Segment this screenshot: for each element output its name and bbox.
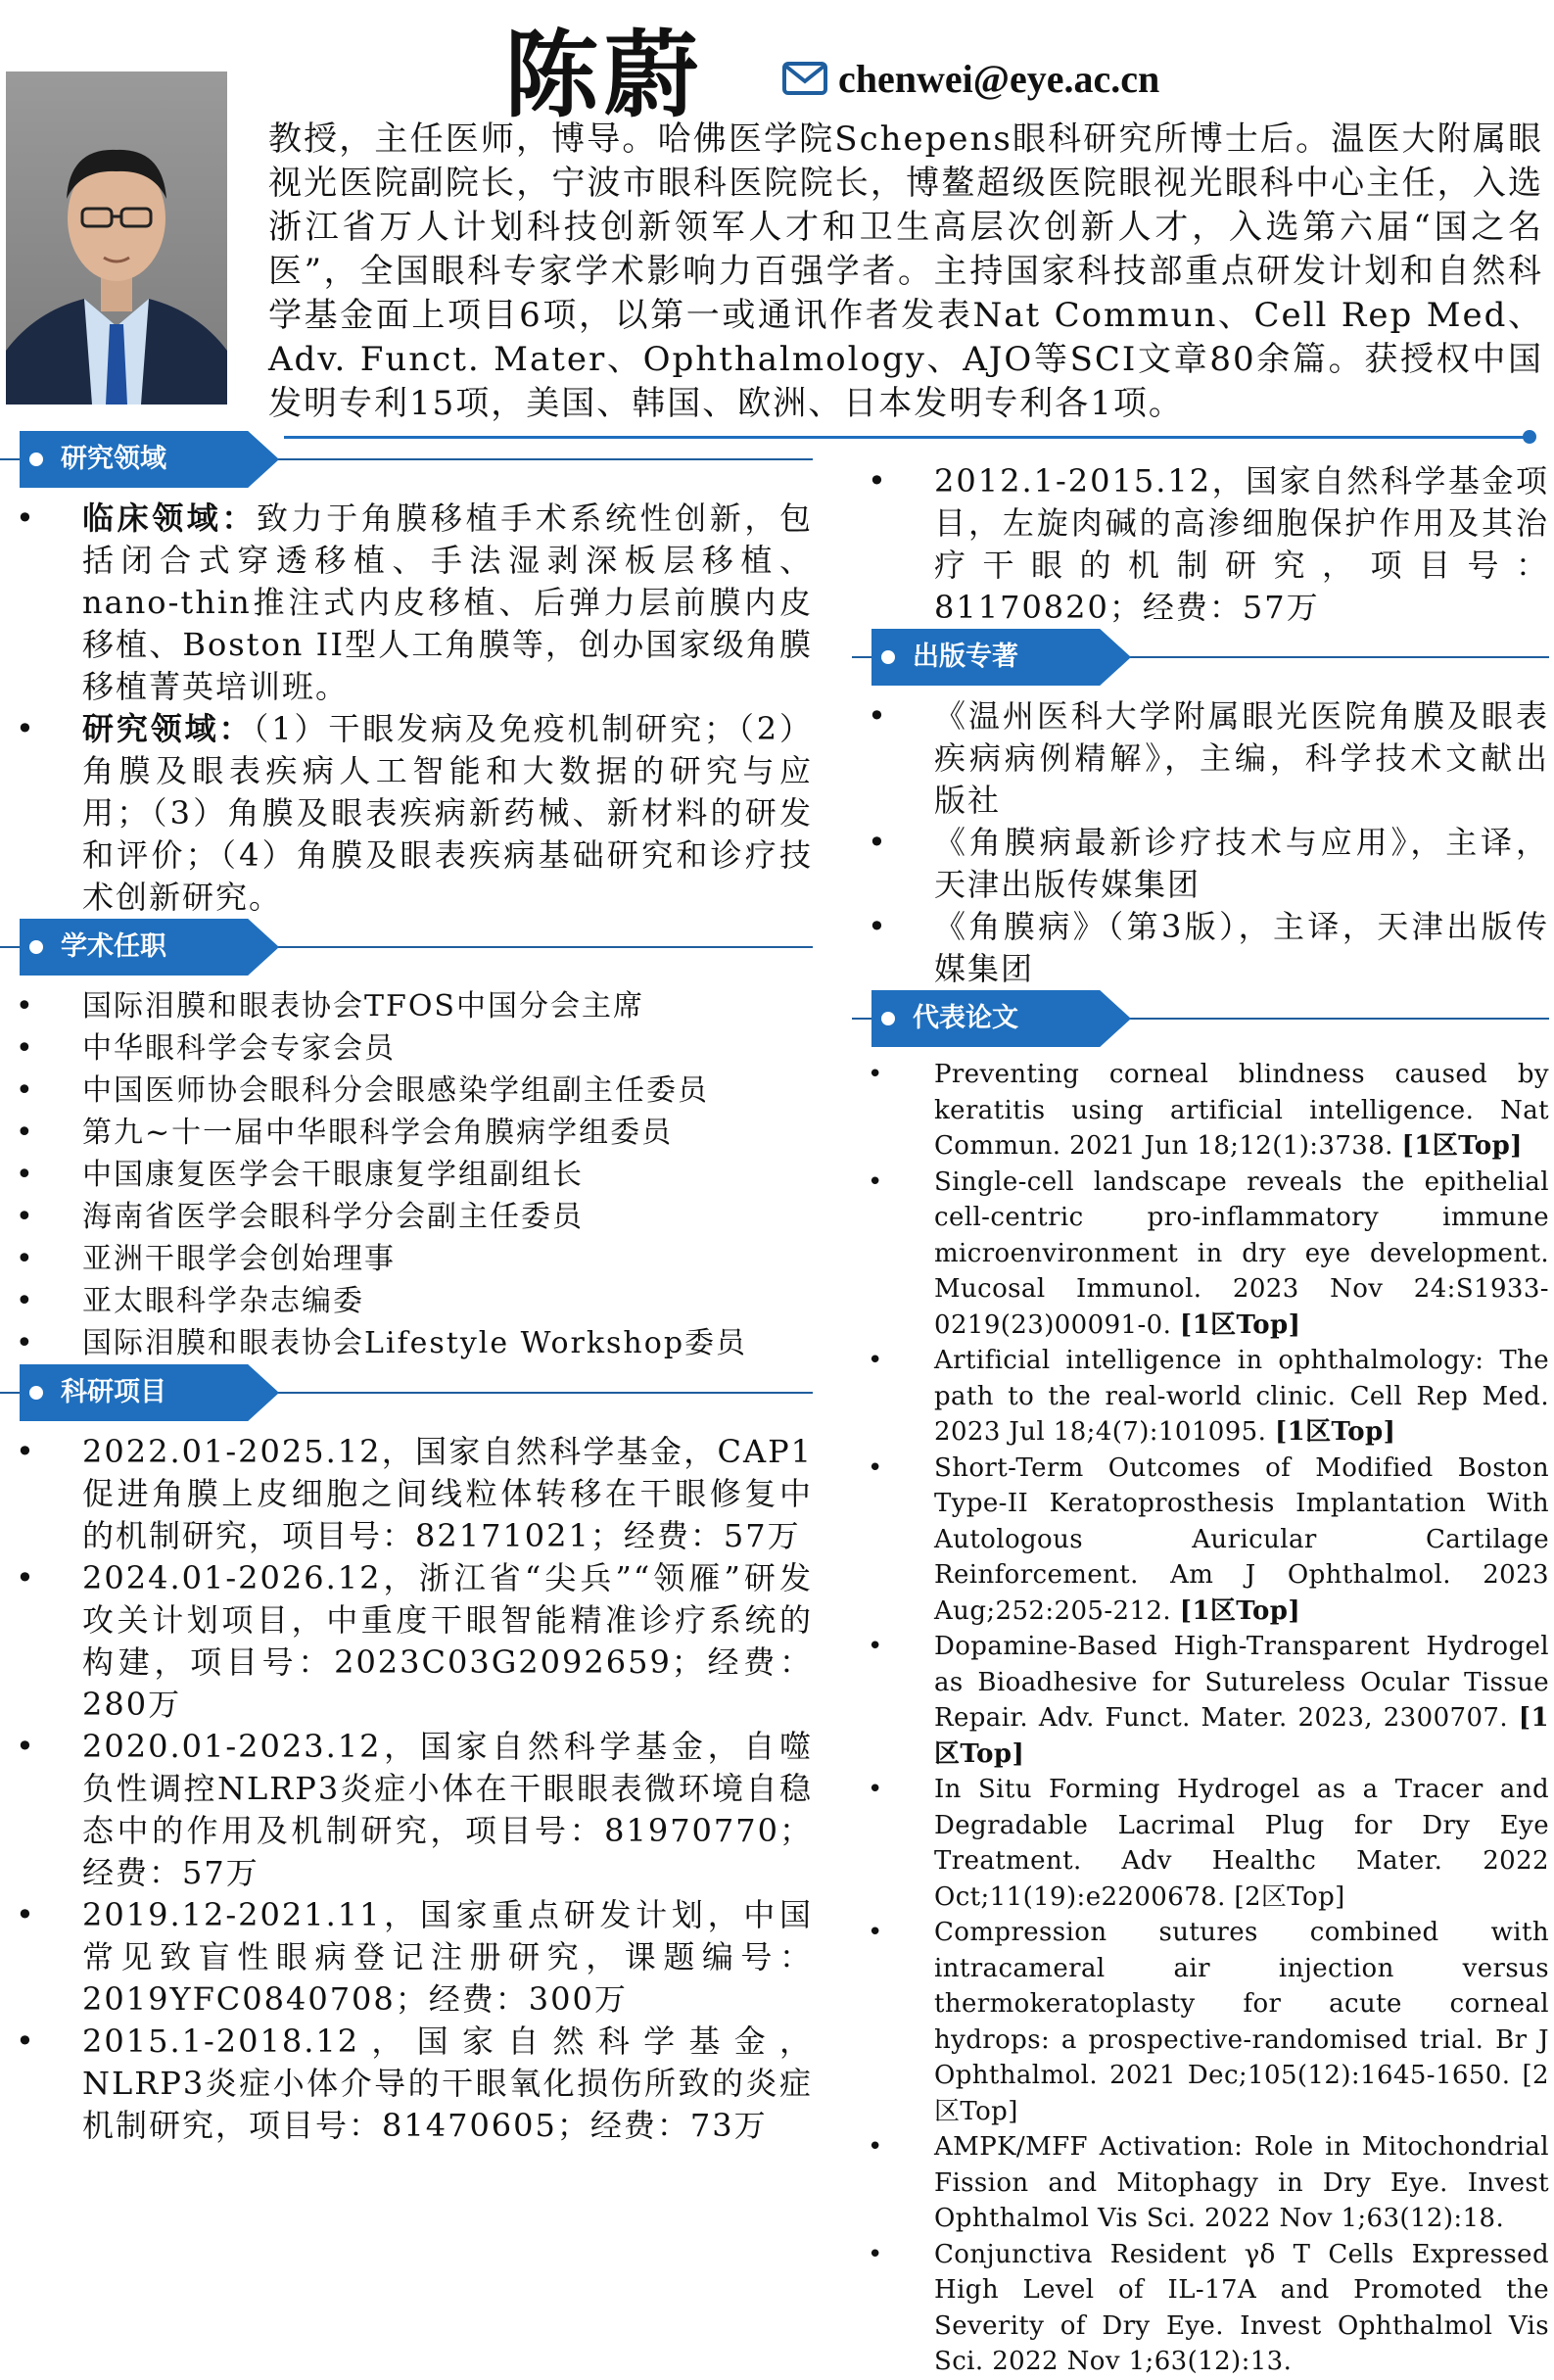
list-item: • 2022.01-2025.12，国家自然科学基金，CAP1促进角膜上皮细胞之间线粒体转移在干眼修复中的机制研究，项目号：82171021；经费：57万 (0, 1431, 813, 1557)
list-item: • 中国医师协会眼科分会眼感染学组副主任委员 (0, 1070, 813, 1112)
list-item: • 海南省医学会眼科学分会副主任委员 (0, 1196, 813, 1238)
list-item: • Artificial intelligence in ophthalmology: The path to the real-world clinic. Cell Rep Med. 2023 Jul 18;4(7):101095. [1区Top] (852, 1343, 1549, 1451)
email-address[interactable]: chenwei@eye.ac.cn (838, 56, 1160, 101)
bio-paragraph: 教授，主任医师，博导。哈佛医学院Schepens眼科研究所博士后。温医大附属眼视光医院副院长，宁波市眼科医院院长，博鳌超级医院眼视光眼科中心主任，入选浙江省万人计划科技创新领军人才和卫生高层次创新人才，入选第六届“国之名医”，全国眼科专家学术影响力百强学者。主持国家科技部重点研发计划和自然科学基金面上项目6项，以第一或通讯作者发表Nat Commun、Cell Rep Med、Adv. Funct. Mater、Ophthalmology、AJO等SCI文章80余篇。获授权中国发明专利15项，美国、韩国、欧洲、日本发明专利各1项。 (268, 119, 1543, 423)
section-title: 科研项目 (61, 1377, 166, 1407)
section-title: 学术任职 (61, 931, 166, 962)
list-item: • 临床领域：致力于角膜移植手术系统性创新，包括闭合式穿透移植、手法湿剥深板层移植、nano-thin推注式内皮移植、后弹力层前膜内皮移植、Boston II型人工角膜等，创办国家级角膜移植菁英培训班。 (0, 498, 813, 708)
section-header-research (0, 431, 813, 488)
list-item: • 中国康复医学会干眼康复学组副组长 (0, 1154, 813, 1196)
list-item: • 第九~十一届中华眼科学会角膜病学组委员 (0, 1112, 813, 1154)
list-item: • Compression sutures combined with intracameral air injection versus thermokeratoplasty for acute corneal hydrops: a prospective-randomised trial. Br J Ophthalmol. 2021 Dec;105(12):1645-1650. [2区Top] (852, 1915, 1549, 2129)
list-item: • 国际泪膜和眼表协会Lifestyle Workshop委员 (0, 1322, 813, 1364)
books-list (852, 695, 1549, 990)
positions-list (0, 985, 813, 1364)
list-item: • 研究领域：（1）干眼发病及免疫机制研究；（2）角膜及眼表疾病人工智能和大数据的研究与应用；（3）角膜及眼表疾病新药械、新材料的研发和评价；（4）角膜及眼表疾病基础研究和诊疗技术创新研究。 (0, 708, 813, 919)
projects-list-continued (852, 460, 1549, 629)
list-item: • 2012.1-2015.12，国家自然科学基金项目，左旋肉碱的高渗细胞保护作用及其治疗干眼的机制研究，项目号：81170820；经费：57万 (852, 460, 1549, 629)
list-item: • 亚太眼科学杂志编委 (0, 1280, 813, 1322)
list-item: • Conjunctiva Resident γδ T Cells Expressed High Level of IL-17A and Promoted the Severity of Dry Eye. Invest Ophthalmol Vis Sci. 2022 Nov 1;63(12):13. (852, 2237, 1549, 2380)
list-item: • Short-Term Outcomes of Modified Boston Type-II Keratoprosthesis Implantation With Autologous Auricular Cartilage Reinforcement. Am J Ophthalmol. 2023 Aug;252:205-212. [1区Top] (852, 1451, 1549, 1630)
email-contact[interactable] (781, 49, 1159, 108)
section-title: 出版专著 (913, 642, 1018, 672)
section-header-positions (0, 919, 813, 976)
list-item: • 国际泪膜和眼表协会TFOS中国分会主席 (0, 985, 813, 1027)
projects-list (0, 1431, 813, 2147)
list-item: • 2019.12-2021.11，国家重点研发计划，中国常见致盲性眼病登记注册研究，课题编号：2019YFC0840708；经费：300万 (0, 1894, 813, 2021)
bio-divider-dot (1523, 430, 1536, 444)
person-name: 陈蔚 (504, 20, 704, 130)
list-item: • In Situ Forming Hydrogel as a Tracer and Degradable Lacrimal Plug for Dry Eye Treatment. Adv Healthc Mater. 2022 Oct;11(19):e2200678. [2区Top] (852, 1772, 1549, 1915)
list-item: • 2020.01-2023.12，国家自然科学基金，自噬负性调控NLRP3炎症小体在干眼眼表微环境自稳态中的作用及机制研究，项目号：81970770；经费：57万 (0, 1726, 813, 1894)
list-item: • 《温州医科大学附属眼光医院角膜及眼表疾病病例精解》，主编，科学技术文献出版社 (852, 695, 1549, 822)
papers-list (852, 1057, 1549, 2380)
section-header-papers (852, 990, 1549, 1047)
section-title: 研究领域 (61, 444, 166, 474)
list-item: • 《角膜病》（第3版），主译，天津出版传媒集团 (852, 906, 1549, 990)
list-item: • 亚洲干眼学会创始理事 (0, 1238, 813, 1280)
list-item: • 2015.1-2018.12，国家自然科学基金，NLRP3炎症小体介导的干眼氧化损伤所致的炎症机制研究，项目号：81470605；经费：73万 (0, 2021, 813, 2147)
list-item: • Single-cell landscape reveals the epithelial cell-centric pro-inflammatory immune microenvironment in dry eye development. Mucosal Immunol. 2023 Nov 24:S1933-0219(23)00091-0. [1区Top] (852, 1165, 1549, 1344)
list-item: • 2024.01-2026.12，浙江省“尖兵”“领雁”研发攻关计划项目，中重度干眼智能精准诊疗系统的构建，项目号：2023C03G2092659；经费：280万 (0, 1557, 813, 1726)
section-header-books (852, 629, 1549, 686)
mail-icon (781, 61, 828, 96)
left-column (0, 431, 813, 2147)
list-item: • AMPK/MFF Activation: Role in Mitochondrial Fission and Mitophagy in Dry Eye. Invest Ophthalmol Vis Sci. 2022 Nov 1;63(12):18. (852, 2129, 1549, 2237)
list-item: • 中华眼科学会专家会员 (0, 1027, 813, 1070)
research-list (0, 498, 813, 919)
list-item: • Dopamine-Based High-Transparent Hydrogel as Bioadhesive for Sutureless Ocular Tissue Repair. Adv. Funct. Mater. 2023, 2300707. [1区Top] (852, 1629, 1549, 1772)
list-item: • Preventing corneal blindness caused by keratitis using artificial intelligence. Nat Commun. 2021 Jun 18;12(1):3738. [1区Top] (852, 1057, 1549, 1165)
portrait-photo (6, 71, 227, 405)
right-column (852, 460, 1549, 2380)
list-item: • 《角膜病最新诊疗技术与应用》，主译，天津出版传媒集团 (852, 822, 1549, 906)
section-title: 代表论文 (913, 1003, 1018, 1033)
section-header-projects (0, 1364, 813, 1421)
